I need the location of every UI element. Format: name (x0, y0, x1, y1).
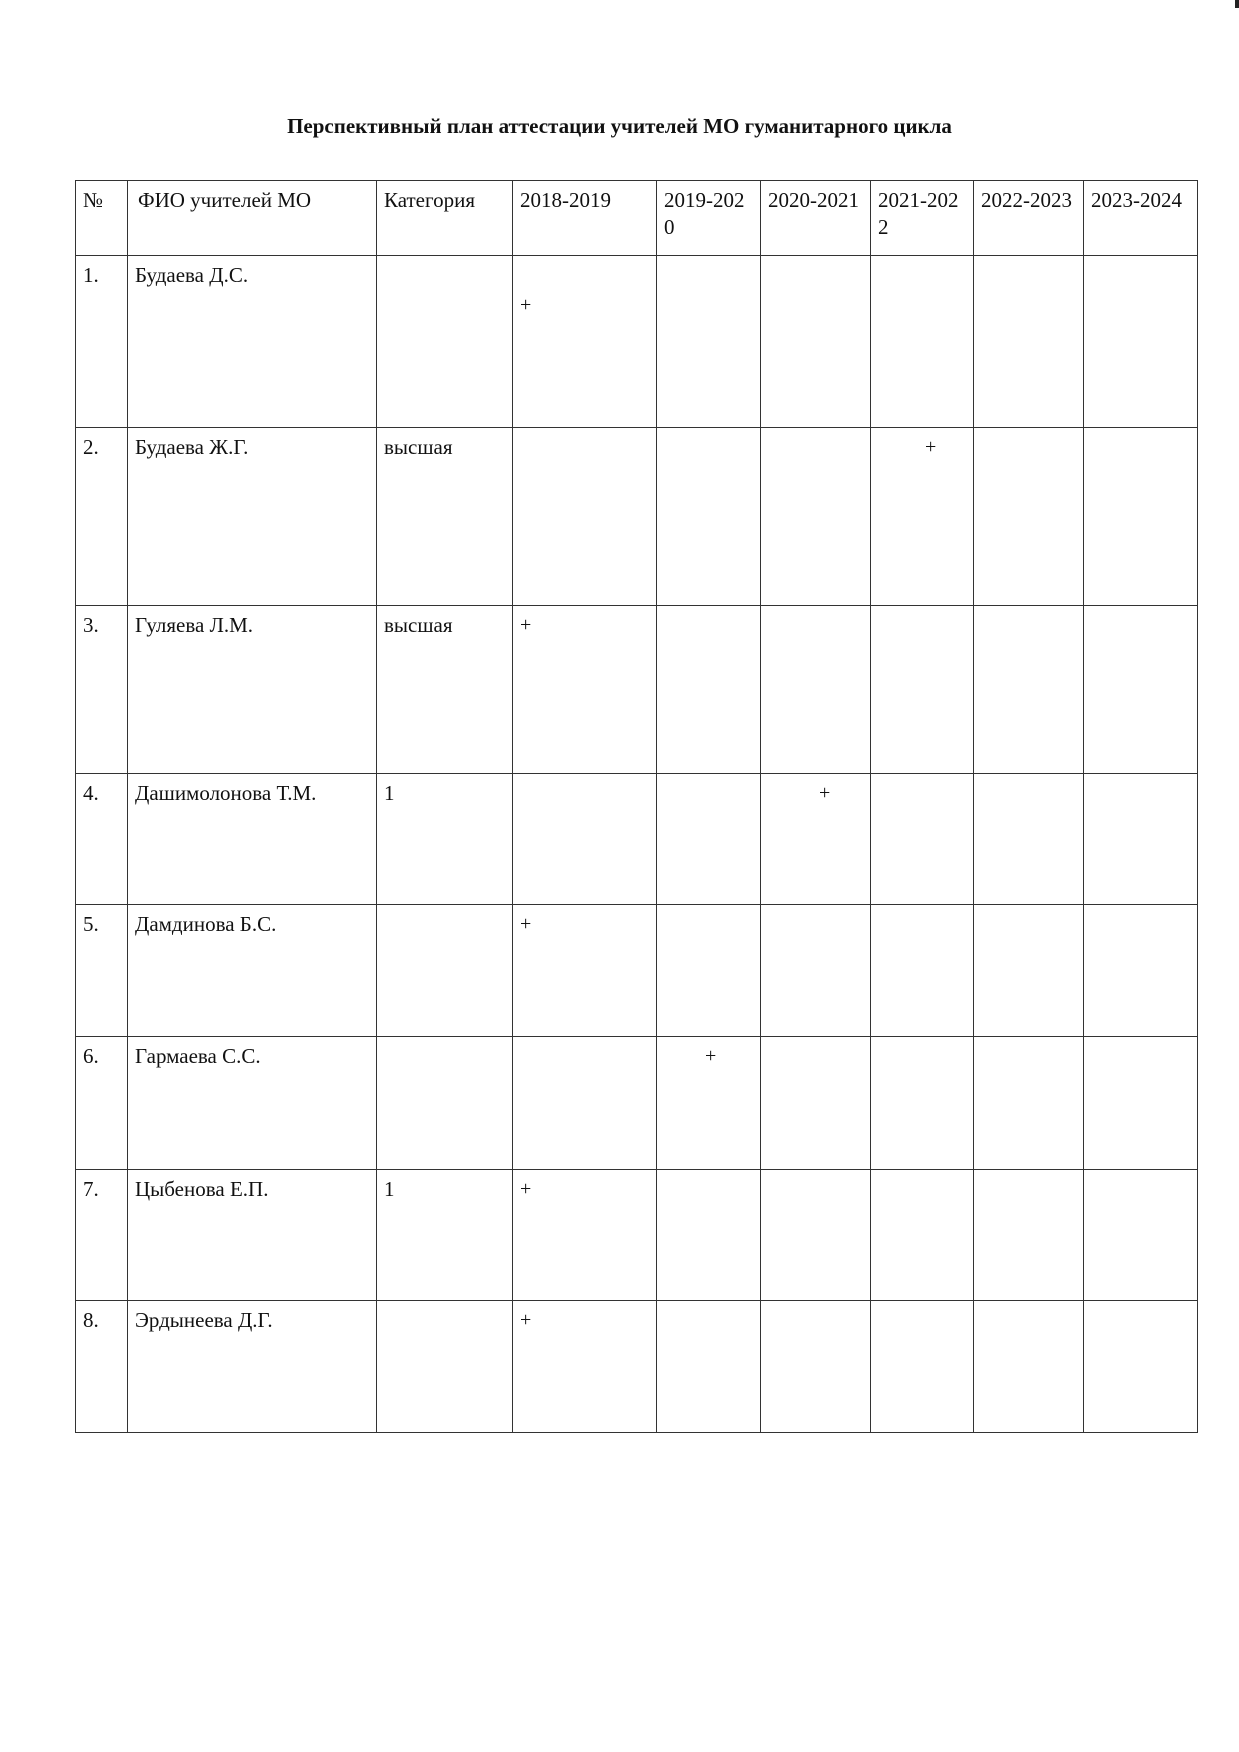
year-mark (1084, 1037, 1198, 1170)
year-mark: + (761, 774, 871, 905)
year-mark (657, 256, 761, 428)
scan-edge-mark (1235, 0, 1239, 8)
teacher-name: Будаева Д.С. (128, 256, 377, 428)
year-mark (871, 1037, 974, 1170)
teacher-category (377, 256, 513, 428)
year-mark: + (513, 905, 657, 1037)
teacher-name: Гуляева Л.М. (128, 606, 377, 774)
year-mark (761, 606, 871, 774)
year-mark (871, 606, 974, 774)
year-mark (1084, 1301, 1198, 1433)
attestation-plan-table (75, 180, 1198, 1433)
year-mark (1084, 1170, 1198, 1301)
document-title: Перспективный план аттестации учителей МО гуманитарного цикла (287, 114, 952, 138)
year-mark (974, 905, 1084, 1037)
header-number: № (76, 181, 128, 256)
row-number: 5. (76, 905, 128, 1037)
teacher-category: 1 (377, 1170, 513, 1301)
teacher-category: высшая (377, 606, 513, 774)
year-mark (657, 774, 761, 905)
table-row (76, 1301, 1198, 1433)
year-mark: + (513, 1170, 657, 1301)
header-teacher-name: ФИО учителей МО (128, 181, 377, 256)
year-mark (1084, 905, 1198, 1037)
row-number: 7. (76, 1170, 128, 1301)
row-number: 4. (76, 774, 128, 905)
table-row (76, 606, 1198, 774)
year-mark (871, 774, 974, 905)
year-mark (657, 905, 761, 1037)
year-mark: + (657, 1037, 761, 1170)
table-row (76, 774, 1198, 905)
row-number: 3. (76, 606, 128, 774)
table-row (76, 256, 1198, 428)
year-mark (1084, 256, 1198, 428)
teacher-name: Будаева Ж.Г. (128, 428, 377, 606)
year-mark (761, 1170, 871, 1301)
table-row (76, 905, 1198, 1037)
year-mark (657, 606, 761, 774)
year-mark (974, 1170, 1084, 1301)
teacher-category (377, 1301, 513, 1433)
teacher-category (377, 905, 513, 1037)
header-year-2020-2021: 2020-2021 (761, 181, 871, 256)
table-row (76, 1170, 1198, 1301)
year-mark (657, 1301, 761, 1433)
year-mark (1084, 606, 1198, 774)
teacher-name: Эрдынеева Д.Г. (128, 1301, 377, 1433)
year-mark (513, 774, 657, 905)
teacher-category (377, 1037, 513, 1170)
teacher-category: 1 (377, 774, 513, 905)
year-mark (761, 1037, 871, 1170)
year-mark (761, 256, 871, 428)
year-mark (761, 1301, 871, 1433)
row-number: 2. (76, 428, 128, 606)
year-mark (871, 1170, 974, 1301)
year-mark (871, 256, 974, 428)
year-mark: + (871, 428, 974, 606)
year-mark (761, 905, 871, 1037)
year-mark (513, 1037, 657, 1170)
year-mark (871, 905, 974, 1037)
year-mark (761, 428, 871, 606)
teacher-name: Дамдинова Б.С. (128, 905, 377, 1037)
row-number: 6. (76, 1037, 128, 1170)
header-year-2023-2024: 2023-2024 (1084, 181, 1198, 256)
year-mark (513, 428, 657, 606)
teacher-name: Дашимолонова Т.М. (128, 774, 377, 905)
teacher-name: Гармаева С.С. (128, 1037, 377, 1170)
year-mark: + (513, 256, 657, 428)
year-mark: + (513, 1301, 657, 1433)
header-year-2018-2019: 2018-2019 (513, 181, 657, 256)
teacher-category: высшая (377, 428, 513, 606)
year-mark (871, 1301, 974, 1433)
year-mark (974, 606, 1084, 774)
year-mark (1084, 774, 1198, 905)
year-mark (974, 1301, 1084, 1433)
teacher-name: Цыбенова Е.П. (128, 1170, 377, 1301)
table-row (76, 1037, 1198, 1170)
year-mark (657, 428, 761, 606)
year-mark (1084, 428, 1198, 606)
row-number: 8. (76, 1301, 128, 1433)
header-year-2021-2022: 2021-2022 (871, 181, 974, 256)
header-year-2019-2020: 2019-2020 (657, 181, 761, 256)
header-year-2022-2023: 2022-2023 (974, 181, 1084, 256)
year-mark (974, 256, 1084, 428)
year-mark (974, 428, 1084, 606)
year-mark (657, 1170, 761, 1301)
year-mark (974, 1037, 1084, 1170)
year-mark: + (513, 606, 657, 774)
row-number: 1. (76, 256, 128, 428)
year-mark (974, 774, 1084, 905)
table-header-row (76, 181, 1198, 256)
table-row (76, 428, 1198, 606)
header-category: Категория (377, 181, 513, 256)
